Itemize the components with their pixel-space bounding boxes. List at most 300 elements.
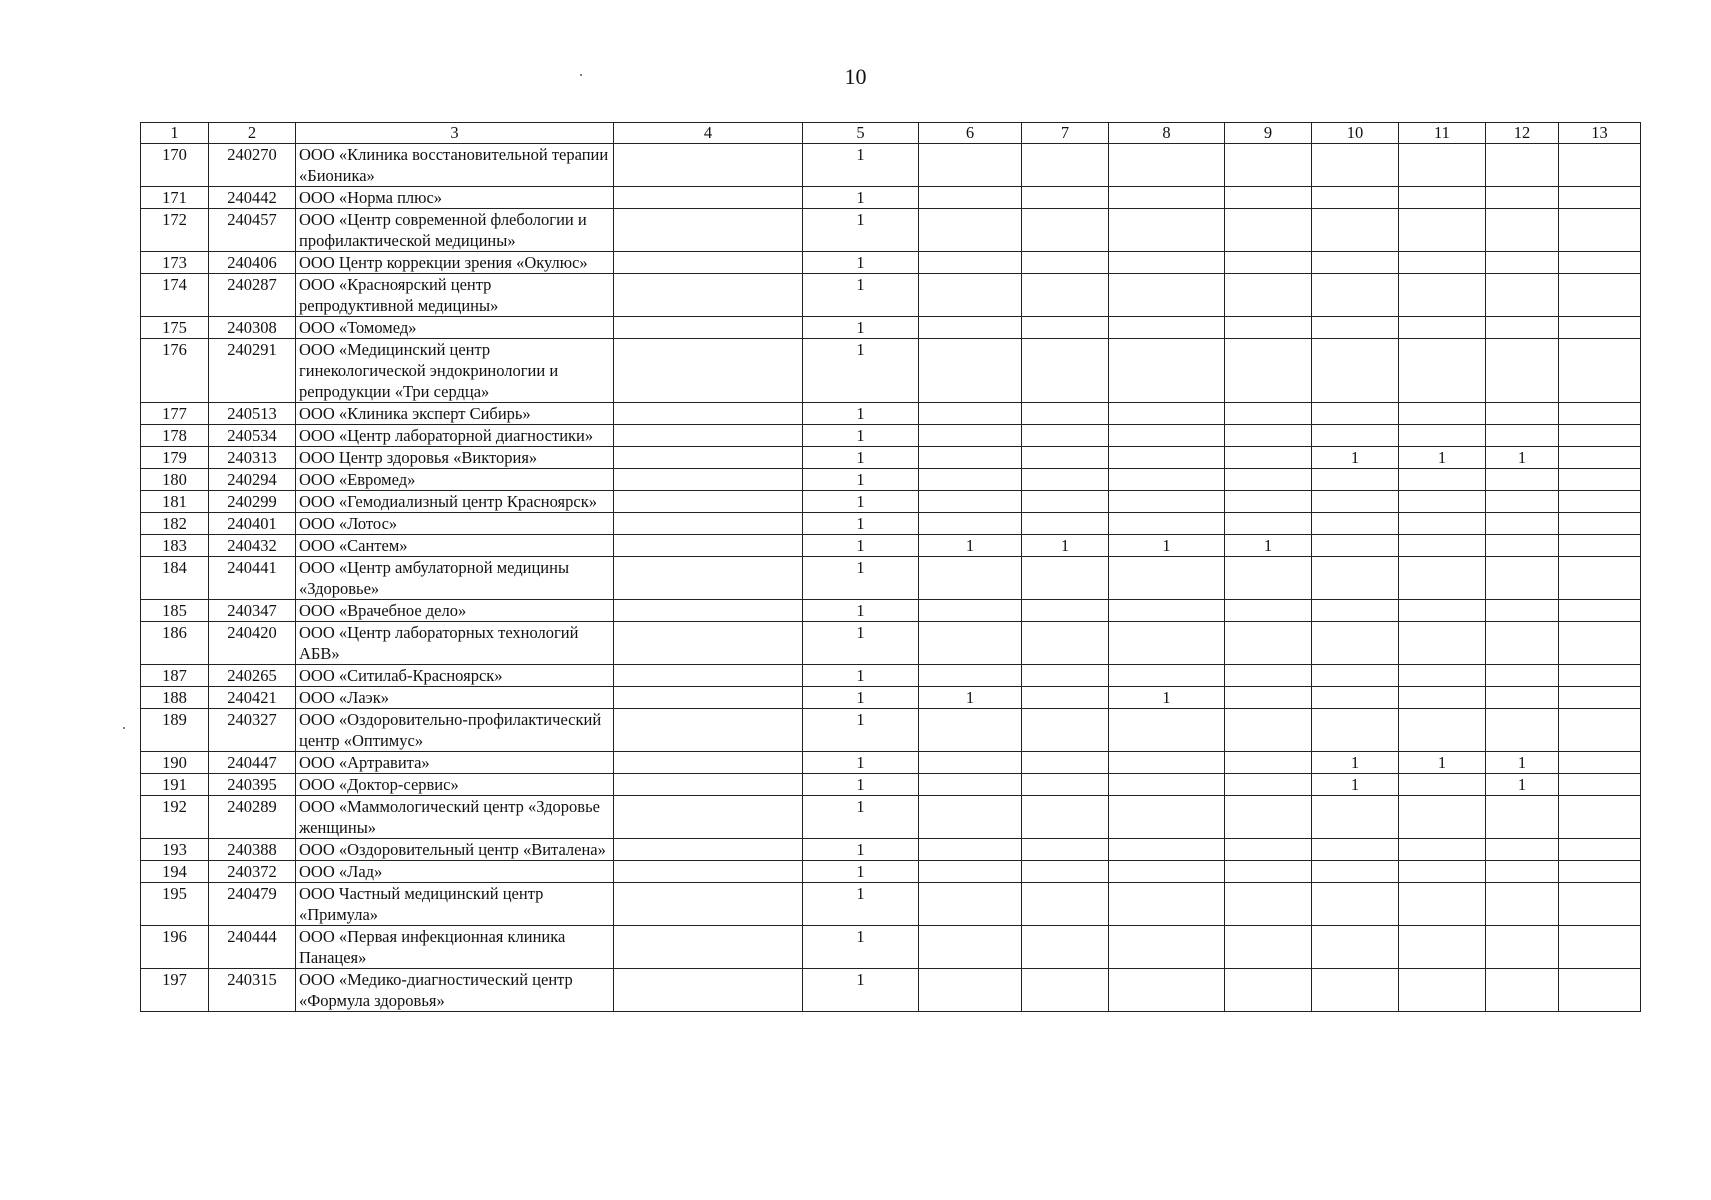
mark-cell-col-12 [1486, 403, 1559, 425]
mark-cell-col-12 [1486, 557, 1559, 600]
registry-code-cell: 240270 [209, 144, 296, 187]
mark-cell-col-9 [1225, 883, 1312, 926]
column-number-header: 7 [1022, 123, 1109, 144]
mark-cell-col-6 [919, 665, 1022, 687]
mark-cell-col-5: 1 [803, 317, 919, 339]
row-number-cell: 185 [141, 600, 209, 622]
mark-cell-col-6 [919, 209, 1022, 252]
mark-cell-col-9 [1225, 774, 1312, 796]
mark-cell-col-7 [1022, 513, 1109, 535]
mark-cell-col-7 [1022, 425, 1109, 447]
organization-name-cell: ООО «Медицинский центр гинекологической эндокринологии и репродукции «Три сердца» [296, 339, 614, 403]
mark-cell-col-10 [1312, 252, 1399, 274]
mark-cell-col-13 [1559, 535, 1641, 557]
mark-cell-col-10 [1312, 709, 1399, 752]
organization-name-cell: ООО «Лад» [296, 861, 614, 883]
mark-cell-col-10 [1312, 339, 1399, 403]
mark-cell-col-6 [919, 274, 1022, 317]
mark-cell-col-10 [1312, 622, 1399, 665]
mark-cell-col-8 [1109, 274, 1225, 317]
row-number-cell: 192 [141, 796, 209, 839]
organization-name-cell: ООО Центр здоровья «Виктория» [296, 447, 614, 469]
mark-cell-col-10 [1312, 469, 1399, 491]
mark-cell-col-4 [614, 425, 803, 447]
registry-code-cell: 240327 [209, 709, 296, 752]
mark-cell-col-13 [1559, 839, 1641, 861]
table-row [141, 600, 1641, 622]
organization-name-cell: ООО «Доктор-сервис» [296, 774, 614, 796]
mark-cell-col-13 [1559, 491, 1641, 513]
registry-code-cell: 240534 [209, 425, 296, 447]
row-number-cell: 193 [141, 839, 209, 861]
mark-cell-col-10 [1312, 403, 1399, 425]
mark-cell-col-7 [1022, 969, 1109, 1012]
mark-cell-col-5: 1 [803, 144, 919, 187]
mark-cell-col-7 [1022, 926, 1109, 969]
mark-cell-col-11 [1399, 274, 1486, 317]
registry-code-cell: 240291 [209, 339, 296, 403]
organization-name-cell: ООО «Оздоровительно-профилактический центр «Оптимус» [296, 709, 614, 752]
mark-cell-col-8 [1109, 252, 1225, 274]
registry-code-cell: 240299 [209, 491, 296, 513]
table-row [141, 796, 1641, 839]
mark-cell-col-4 [614, 665, 803, 687]
mark-cell-col-5: 1 [803, 622, 919, 665]
mark-cell-col-4 [614, 535, 803, 557]
registry-code-cell: 240265 [209, 665, 296, 687]
mark-cell-col-8 [1109, 600, 1225, 622]
column-number-header: 11 [1399, 123, 1486, 144]
registry-code-cell: 240347 [209, 600, 296, 622]
mark-cell-col-9 [1225, 969, 1312, 1012]
mark-cell-col-12 [1486, 883, 1559, 926]
organization-name-cell: ООО «Лотос» [296, 513, 614, 535]
mark-cell-col-7 [1022, 839, 1109, 861]
mark-cell-col-11 [1399, 339, 1486, 403]
mark-cell-col-9 [1225, 752, 1312, 774]
mark-cell-col-11 [1399, 252, 1486, 274]
organization-name-cell: ООО «Оздоровительный центр «Виталена» [296, 839, 614, 861]
organization-name-cell: ООО «Красноярский центр репродуктивной медицины» [296, 274, 614, 317]
mark-cell-col-11 [1399, 969, 1486, 1012]
mark-cell-col-13 [1559, 796, 1641, 839]
mark-cell-col-8 [1109, 187, 1225, 209]
mark-cell-col-8 [1109, 144, 1225, 187]
mark-cell-col-13 [1559, 665, 1641, 687]
mark-cell-col-10 [1312, 535, 1399, 557]
organization-name-cell: ООО «Клиника эксперт Сибирь» [296, 403, 614, 425]
mark-cell-col-7 [1022, 861, 1109, 883]
mark-cell-col-9 [1225, 709, 1312, 752]
mark-cell-col-4 [614, 709, 803, 752]
row-number-cell: 172 [141, 209, 209, 252]
row-number-cell: 175 [141, 317, 209, 339]
mark-cell-col-4 [614, 883, 803, 926]
mark-cell-col-11 [1399, 187, 1486, 209]
mark-cell-col-11 [1399, 317, 1486, 339]
registry-code-cell: 240372 [209, 861, 296, 883]
mark-cell-col-6 [919, 709, 1022, 752]
mark-cell-col-4 [614, 144, 803, 187]
mark-cell-col-8 [1109, 317, 1225, 339]
mark-cell-col-4 [614, 622, 803, 665]
mark-cell-col-8 [1109, 403, 1225, 425]
column-number-header: 4 [614, 123, 803, 144]
mark-cell-col-9 [1225, 187, 1312, 209]
mark-cell-col-12 [1486, 969, 1559, 1012]
column-number-header: 9 [1225, 123, 1312, 144]
mark-cell-col-8 [1109, 447, 1225, 469]
mark-cell-col-6 [919, 252, 1022, 274]
scan-speck [580, 74, 582, 76]
mark-cell-col-4 [614, 187, 803, 209]
mark-cell-col-12 [1486, 317, 1559, 339]
table-row [141, 709, 1641, 752]
table-row [141, 425, 1641, 447]
row-number-cell: 170 [141, 144, 209, 187]
mark-cell-col-6 [919, 144, 1022, 187]
row-number-cell: 190 [141, 752, 209, 774]
mark-cell-col-9 [1225, 687, 1312, 709]
table-row [141, 447, 1641, 469]
mark-cell-col-5: 1 [803, 709, 919, 752]
table-row [141, 144, 1641, 187]
mark-cell-col-11 [1399, 861, 1486, 883]
mark-cell-col-12 [1486, 926, 1559, 969]
row-number-cell: 191 [141, 774, 209, 796]
mark-cell-col-5: 1 [803, 752, 919, 774]
mark-cell-col-13 [1559, 144, 1641, 187]
mark-cell-col-4 [614, 209, 803, 252]
table-row [141, 252, 1641, 274]
mark-cell-col-6: 1 [919, 535, 1022, 557]
row-number-cell: 194 [141, 861, 209, 883]
table-row [141, 209, 1641, 252]
mark-cell-col-6 [919, 425, 1022, 447]
column-number-header: 13 [1559, 123, 1641, 144]
mark-cell-col-13 [1559, 252, 1641, 274]
mark-cell-col-11 [1399, 687, 1486, 709]
mark-cell-col-6 [919, 557, 1022, 600]
mark-cell-col-5: 1 [803, 861, 919, 883]
organization-name-cell: ООО Центр коррекции зрения «Окулюс» [296, 252, 614, 274]
mark-cell-col-11 [1399, 425, 1486, 447]
mark-cell-col-9 [1225, 861, 1312, 883]
mark-cell-col-12 [1486, 600, 1559, 622]
row-number-cell: 186 [141, 622, 209, 665]
mark-cell-col-12 [1486, 709, 1559, 752]
mark-cell-col-10 [1312, 600, 1399, 622]
table-row [141, 317, 1641, 339]
mark-cell-col-7 [1022, 622, 1109, 665]
row-number-cell: 195 [141, 883, 209, 926]
mark-cell-col-11 [1399, 209, 1486, 252]
mark-cell-col-9 [1225, 447, 1312, 469]
mark-cell-col-8 [1109, 969, 1225, 1012]
mark-cell-col-6: 1 [919, 687, 1022, 709]
mark-cell-col-9 [1225, 513, 1312, 535]
row-number-cell: 177 [141, 403, 209, 425]
mark-cell-col-12 [1486, 339, 1559, 403]
registry-code-cell: 240447 [209, 752, 296, 774]
mark-cell-col-13 [1559, 557, 1641, 600]
mark-cell-col-5: 1 [803, 969, 919, 1012]
mark-cell-col-9 [1225, 796, 1312, 839]
registry-code-cell: 240289 [209, 796, 296, 839]
mark-cell-col-12 [1486, 839, 1559, 861]
row-number-cell: 189 [141, 709, 209, 752]
column-number-header: 12 [1486, 123, 1559, 144]
mark-cell-col-8 [1109, 861, 1225, 883]
mark-cell-col-7 [1022, 403, 1109, 425]
organization-name-cell: ООО Частный медицинский центр «Примула» [296, 883, 614, 926]
mark-cell-col-8 [1109, 774, 1225, 796]
mark-cell-col-9 [1225, 665, 1312, 687]
mark-cell-col-4 [614, 557, 803, 600]
mark-cell-col-8: 1 [1109, 535, 1225, 557]
mark-cell-col-5: 1 [803, 557, 919, 600]
mark-cell-col-10 [1312, 491, 1399, 513]
mark-cell-col-9 [1225, 926, 1312, 969]
mark-cell-col-6 [919, 622, 1022, 665]
mark-cell-col-4 [614, 861, 803, 883]
registry-code-cell: 240315 [209, 969, 296, 1012]
mark-cell-col-12 [1486, 425, 1559, 447]
mark-cell-col-6 [919, 752, 1022, 774]
mark-cell-col-5: 1 [803, 535, 919, 557]
mark-cell-col-5: 1 [803, 469, 919, 491]
mark-cell-col-4 [614, 469, 803, 491]
row-number-cell: 183 [141, 535, 209, 557]
mark-cell-col-5: 1 [803, 926, 919, 969]
mark-cell-col-5: 1 [803, 796, 919, 839]
mark-cell-col-7 [1022, 883, 1109, 926]
row-number-cell: 174 [141, 274, 209, 317]
row-number-cell: 178 [141, 425, 209, 447]
mark-cell-col-7 [1022, 687, 1109, 709]
mark-cell-col-8 [1109, 557, 1225, 600]
mark-cell-col-7: 1 [1022, 535, 1109, 557]
mark-cell-col-13 [1559, 926, 1641, 969]
mark-cell-col-12 [1486, 535, 1559, 557]
registry-code-cell: 240388 [209, 839, 296, 861]
registry-code-cell: 240401 [209, 513, 296, 535]
mark-cell-col-9 [1225, 252, 1312, 274]
table-row [141, 839, 1641, 861]
mark-cell-col-13 [1559, 969, 1641, 1012]
mark-cell-col-6 [919, 469, 1022, 491]
mark-cell-col-11 [1399, 469, 1486, 491]
table-body [141, 144, 1641, 1012]
mark-cell-col-10: 1 [1312, 752, 1399, 774]
mark-cell-col-4 [614, 339, 803, 403]
mark-cell-col-5: 1 [803, 839, 919, 861]
row-number-cell: 179 [141, 447, 209, 469]
mark-cell-col-12 [1486, 274, 1559, 317]
mark-cell-col-8 [1109, 513, 1225, 535]
mark-cell-col-4 [614, 839, 803, 861]
mark-cell-col-10 [1312, 665, 1399, 687]
mark-cell-col-7 [1022, 557, 1109, 600]
mark-cell-col-6 [919, 926, 1022, 969]
mark-cell-col-10 [1312, 557, 1399, 600]
mark-cell-col-4 [614, 600, 803, 622]
mark-cell-col-4 [614, 447, 803, 469]
mark-cell-col-8 [1109, 796, 1225, 839]
mark-cell-col-9 [1225, 469, 1312, 491]
registry-code-cell: 240420 [209, 622, 296, 665]
mark-cell-col-5: 1 [803, 274, 919, 317]
mark-cell-col-9 [1225, 209, 1312, 252]
mark-cell-col-5: 1 [803, 687, 919, 709]
mark-cell-col-7 [1022, 491, 1109, 513]
mark-cell-col-11 [1399, 535, 1486, 557]
table-row [141, 339, 1641, 403]
column-number-header: 8 [1109, 123, 1225, 144]
column-number-header: 3 [296, 123, 614, 144]
column-number-header: 1 [141, 123, 209, 144]
mark-cell-col-11 [1399, 926, 1486, 969]
organization-name-cell: ООО «Центр современной флебологии и профилактической медицины» [296, 209, 614, 252]
mark-cell-col-13 [1559, 187, 1641, 209]
row-number-cell: 171 [141, 187, 209, 209]
organization-name-cell: ООО «Клиника восстановительной терапии «Бионика» [296, 144, 614, 187]
mark-cell-col-8: 1 [1109, 687, 1225, 709]
registry-code-cell: 240294 [209, 469, 296, 491]
mark-cell-col-12 [1486, 665, 1559, 687]
mark-cell-col-12 [1486, 209, 1559, 252]
mark-cell-col-13 [1559, 600, 1641, 622]
table-row [141, 861, 1641, 883]
mark-cell-col-4 [614, 252, 803, 274]
mark-cell-col-4 [614, 687, 803, 709]
mark-cell-col-10 [1312, 144, 1399, 187]
mark-cell-col-11 [1399, 403, 1486, 425]
mark-cell-col-6 [919, 491, 1022, 513]
mark-cell-col-10: 1 [1312, 447, 1399, 469]
table-row [141, 557, 1641, 600]
mark-cell-col-9 [1225, 622, 1312, 665]
mark-cell-col-6 [919, 339, 1022, 403]
organization-name-cell: ООО «Артравита» [296, 752, 614, 774]
mark-cell-col-10 [1312, 839, 1399, 861]
mark-cell-col-7 [1022, 209, 1109, 252]
mark-cell-col-4 [614, 796, 803, 839]
mark-cell-col-11: 1 [1399, 752, 1486, 774]
mark-cell-col-12: 1 [1486, 752, 1559, 774]
mark-cell-col-6 [919, 774, 1022, 796]
mark-cell-col-13 [1559, 317, 1641, 339]
mark-cell-col-6 [919, 600, 1022, 622]
mark-cell-col-11 [1399, 557, 1486, 600]
mark-cell-col-11 [1399, 491, 1486, 513]
mark-cell-col-9 [1225, 274, 1312, 317]
table-row [141, 926, 1641, 969]
mark-cell-col-10 [1312, 187, 1399, 209]
table-row [141, 622, 1641, 665]
mark-cell-col-7 [1022, 339, 1109, 403]
mark-cell-col-10 [1312, 861, 1399, 883]
mark-cell-col-4 [614, 317, 803, 339]
mark-cell-col-13 [1559, 752, 1641, 774]
mark-cell-col-12 [1486, 144, 1559, 187]
mark-cell-col-7 [1022, 187, 1109, 209]
organization-name-cell: ООО «Первая инфекционная клиника Панацея» [296, 926, 614, 969]
registry-code-cell: 240432 [209, 535, 296, 557]
registry-code-cell: 240406 [209, 252, 296, 274]
row-number-cell: 188 [141, 687, 209, 709]
organization-name-cell: ООО «Маммологический центр «Здоровье женщины» [296, 796, 614, 839]
row-number-cell: 197 [141, 969, 209, 1012]
column-number-header: 2 [209, 123, 296, 144]
mark-cell-col-13 [1559, 209, 1641, 252]
mark-cell-col-6 [919, 839, 1022, 861]
mark-cell-col-5: 1 [803, 665, 919, 687]
mark-cell-col-7 [1022, 252, 1109, 274]
mark-cell-col-10 [1312, 513, 1399, 535]
mark-cell-col-8 [1109, 839, 1225, 861]
mark-cell-col-13 [1559, 687, 1641, 709]
organization-name-cell: ООО «Гемодиализный центр Красноярск» [296, 491, 614, 513]
row-number-cell: 187 [141, 665, 209, 687]
organization-name-cell: ООО «Лаэк» [296, 687, 614, 709]
mark-cell-col-8 [1109, 209, 1225, 252]
mark-cell-col-8 [1109, 665, 1225, 687]
mark-cell-col-13 [1559, 274, 1641, 317]
mark-cell-col-13 [1559, 774, 1641, 796]
table-row [141, 774, 1641, 796]
mark-cell-col-6 [919, 969, 1022, 1012]
mark-cell-col-12: 1 [1486, 447, 1559, 469]
row-number-cell: 180 [141, 469, 209, 491]
organization-name-cell: ООО «Центр амбулаторной медицины «Здоровье» [296, 557, 614, 600]
mark-cell-col-9 [1225, 425, 1312, 447]
organization-register-table [140, 122, 1641, 1012]
mark-cell-col-7 [1022, 469, 1109, 491]
table-row [141, 752, 1641, 774]
registry-code-cell: 240444 [209, 926, 296, 969]
mark-cell-col-4 [614, 969, 803, 1012]
mark-cell-col-4 [614, 926, 803, 969]
organization-name-cell: ООО «Центр лабораторной диагностики» [296, 425, 614, 447]
table-row [141, 687, 1641, 709]
table-row [141, 274, 1641, 317]
mark-cell-col-5: 1 [803, 491, 919, 513]
row-number-cell: 181 [141, 491, 209, 513]
row-number-cell: 182 [141, 513, 209, 535]
table-row [141, 187, 1641, 209]
table-row [141, 491, 1641, 513]
mark-cell-col-13 [1559, 339, 1641, 403]
organization-name-cell: ООО «Центр лабораторных технологий АБВ» [296, 622, 614, 665]
mark-cell-col-11 [1399, 709, 1486, 752]
mark-cell-col-4 [614, 403, 803, 425]
mark-cell-col-13 [1559, 469, 1641, 491]
mark-cell-col-11 [1399, 883, 1486, 926]
mark-cell-col-9 [1225, 839, 1312, 861]
mark-cell-col-7 [1022, 600, 1109, 622]
organization-name-cell: ООО «Медико-диагностический центр «Формула здоровья» [296, 969, 614, 1012]
mark-cell-col-7 [1022, 274, 1109, 317]
mark-cell-col-9 [1225, 600, 1312, 622]
mark-cell-col-5: 1 [803, 425, 919, 447]
column-number-header: 6 [919, 123, 1022, 144]
mark-cell-col-5: 1 [803, 209, 919, 252]
mark-cell-col-12 [1486, 513, 1559, 535]
mark-cell-col-11 [1399, 665, 1486, 687]
organization-name-cell: ООО «Сантем» [296, 535, 614, 557]
mark-cell-col-8 [1109, 883, 1225, 926]
